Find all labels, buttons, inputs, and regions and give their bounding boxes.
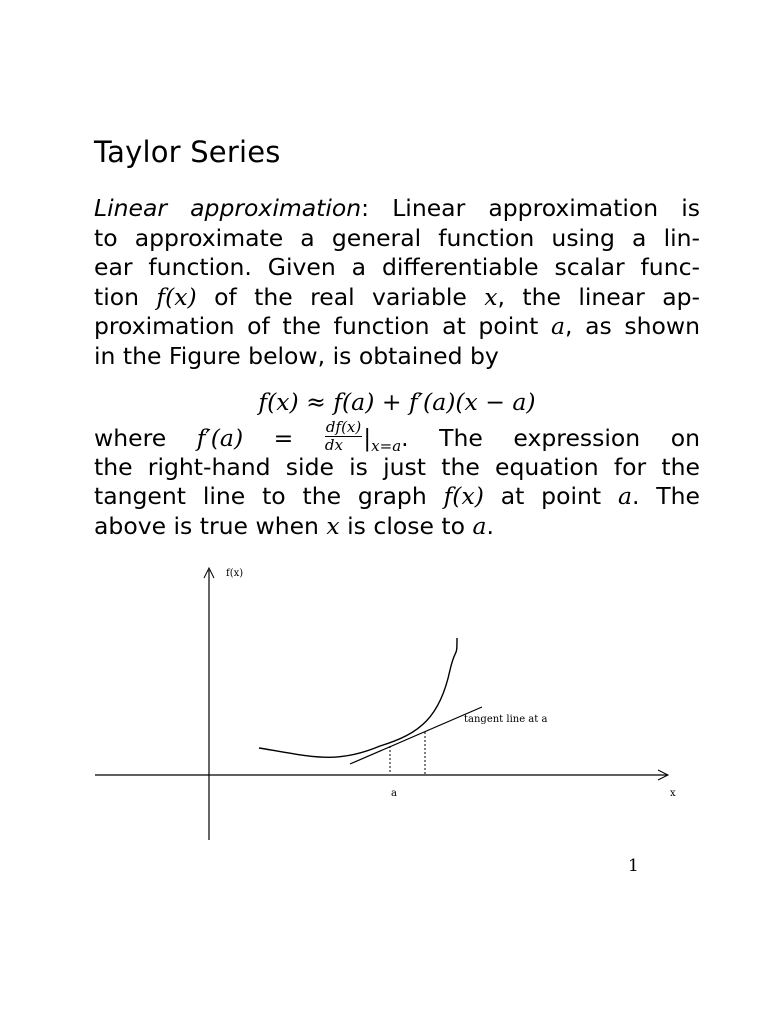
text-line: proximation of the function at point a, as shown <box>94 312 700 340</box>
figure-svg <box>90 560 690 850</box>
text-line: in the Figure below, is obtained by <box>94 341 499 370</box>
text-line: tion f(x) of the real variable x, the linear ap- <box>94 282 701 311</box>
text-line: above is true when x is close to a. <box>94 511 494 540</box>
math-a: a <box>550 312 565 340</box>
text-line: where f′(a) = $\frac{df(x)}{dx}$ $|_{x=a}$. The expression on <box>94 418 701 455</box>
math-x: x <box>484 282 498 311</box>
text-line: the right-hand side is just the equation for the <box>94 452 700 481</box>
point-a-label: a <box>391 788 397 799</box>
math-fx: f(x) <box>156 282 197 311</box>
y-axis-label: f(x) <box>226 568 244 579</box>
page-title: Taylor Series <box>94 135 281 169</box>
derivative-fraction: $\frac{df(x)}{dx}$ <box>324 418 362 454</box>
page-number: 1 <box>628 856 639 876</box>
tangent-line <box>350 707 482 764</box>
text-line: Linear approximation: Linear approximation is <box>94 194 700 222</box>
text-line: ear function. Given a differentiable scalar func- <box>94 253 700 281</box>
x-axis-label: x <box>670 788 676 799</box>
tangent-line-figure <box>90 560 690 850</box>
text-line: to approximate a general function using a lin- <box>94 223 700 252</box>
term-linear-approximation: Linear approximation <box>94 194 362 222</box>
text-line: tangent line to the graph f(x) at point a. The <box>94 482 700 510</box>
math-fprime-a: f′(a) <box>196 424 244 452</box>
linear-approximation-equation: f(x) ≈ f(a) + f′(a)(x − a) <box>258 388 536 416</box>
function-curve <box>259 638 457 757</box>
tangent-line-label: tangent line at a <box>464 714 548 725</box>
paragraph-explanation <box>94 418 701 541</box>
paragraph-linear-approximation <box>94 194 700 371</box>
